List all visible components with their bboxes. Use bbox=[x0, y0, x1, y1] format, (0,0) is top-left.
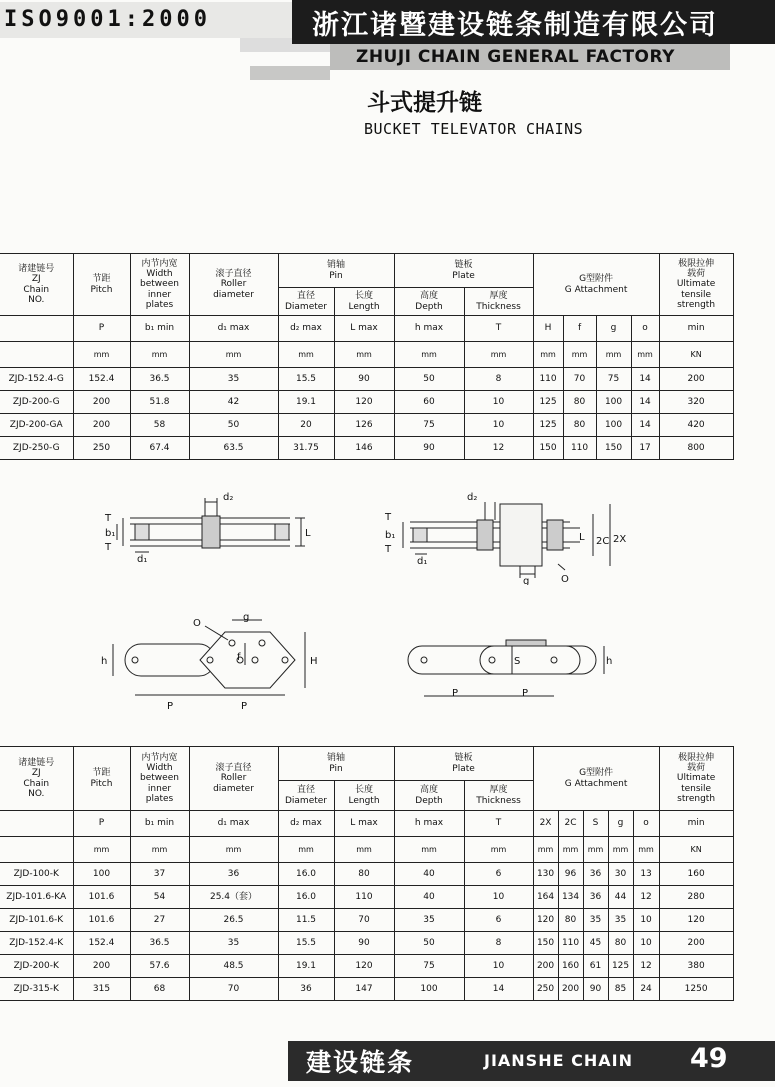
head-pin-dia: 直径 Diameter bbox=[278, 781, 334, 811]
unit-cell: mm bbox=[533, 837, 558, 863]
cell: 320 bbox=[659, 391, 733, 414]
cell: 120 bbox=[659, 909, 733, 932]
table-row bbox=[0, 437, 733, 460]
table-row bbox=[0, 414, 733, 437]
cell: 26.5 bbox=[189, 909, 278, 932]
unit-cell: mm bbox=[73, 342, 130, 368]
table-row bbox=[0, 909, 733, 932]
cell: 35 bbox=[189, 368, 278, 391]
cell: 200 bbox=[659, 932, 733, 955]
cell: ZJD-100-K bbox=[0, 863, 73, 886]
cell: 10 bbox=[464, 955, 533, 978]
cell: 420 bbox=[659, 414, 733, 437]
cell: 61 bbox=[583, 955, 608, 978]
spec-table-k-attachment bbox=[0, 746, 734, 1001]
cell: 146 bbox=[334, 437, 394, 460]
cell: 125 bbox=[533, 414, 563, 437]
unit-cell: mm bbox=[189, 837, 278, 863]
table-row bbox=[0, 863, 733, 886]
label-d2: d₂ bbox=[467, 492, 478, 503]
unit-row bbox=[0, 837, 733, 863]
cell: ZJD-152.4-G bbox=[0, 368, 73, 391]
page-number: 49 bbox=[690, 1043, 728, 1074]
symbol-cell: b₁ min bbox=[130, 811, 189, 837]
cell: 120 bbox=[334, 391, 394, 414]
cell: 150 bbox=[533, 932, 558, 955]
symbol-cell: P bbox=[73, 316, 130, 342]
page-title-cn: 斗式提升链 bbox=[367, 90, 482, 116]
unit-cell: mm bbox=[633, 837, 659, 863]
unit-cell: KN bbox=[659, 837, 733, 863]
symbol-cell: f bbox=[563, 316, 596, 342]
unit-cell: mm bbox=[278, 342, 334, 368]
cell: 90 bbox=[334, 368, 394, 391]
cell: 100 bbox=[596, 414, 631, 437]
cell: 60 bbox=[394, 391, 464, 414]
cell: 80 bbox=[334, 863, 394, 886]
cell: 160 bbox=[558, 955, 583, 978]
cell: 70 bbox=[334, 909, 394, 932]
cell: 8 bbox=[464, 368, 533, 391]
cell: 90 bbox=[394, 437, 464, 460]
cell: 12 bbox=[464, 437, 533, 460]
cell: 36.5 bbox=[130, 368, 189, 391]
page-title-en: BUCKET TELEVATOR CHAINS bbox=[364, 120, 584, 138]
cell: 250 bbox=[533, 978, 558, 1001]
symbol-cell: o bbox=[631, 316, 659, 342]
cell: 200 bbox=[558, 978, 583, 1001]
unit-cell: mm bbox=[130, 342, 189, 368]
cell: 58 bbox=[130, 414, 189, 437]
cell: 27 bbox=[130, 909, 189, 932]
label-g: g bbox=[523, 576, 530, 585]
cell: 36 bbox=[583, 886, 608, 909]
label-t-bottom: T bbox=[105, 542, 112, 553]
head-pitch: 节距 Pitch bbox=[73, 254, 130, 316]
label-l: L bbox=[579, 532, 585, 543]
cell: 101.6 bbox=[73, 886, 130, 909]
cell: 110 bbox=[533, 368, 563, 391]
cell: 80 bbox=[563, 391, 596, 414]
label-h: h bbox=[101, 656, 108, 667]
unit-cell: mm bbox=[596, 342, 631, 368]
unit-cell: mm bbox=[464, 342, 533, 368]
cell: 152.4 bbox=[73, 368, 130, 391]
symbol-cell: b₁ min bbox=[130, 316, 189, 342]
symbol-cell: d₂ max bbox=[278, 811, 334, 837]
company-name-en: ZHUJI CHAIN GENERAL FACTORY bbox=[356, 47, 675, 67]
cell: 14 bbox=[631, 368, 659, 391]
cell: 20 bbox=[278, 414, 334, 437]
cell: 57.6 bbox=[130, 955, 189, 978]
cell: 380 bbox=[659, 955, 733, 978]
cell: 110 bbox=[558, 932, 583, 955]
head-width: 内节内宽 Width between inner plates bbox=[130, 747, 189, 811]
cell: 80 bbox=[608, 932, 633, 955]
cell: 75 bbox=[394, 414, 464, 437]
cell: 35 bbox=[608, 909, 633, 932]
cell: 80 bbox=[558, 909, 583, 932]
label-p-left: P bbox=[167, 701, 174, 712]
table-row bbox=[0, 932, 733, 955]
cell: 14 bbox=[631, 391, 659, 414]
cell: 96 bbox=[558, 863, 583, 886]
unit-cell: mm bbox=[394, 837, 464, 863]
cell: 36 bbox=[278, 978, 334, 1001]
diagram-g-attachment-top-view bbox=[95, 610, 335, 720]
unit-cell: mm bbox=[278, 837, 334, 863]
footer-brand-en: JIANSHE CHAIN bbox=[484, 1051, 633, 1070]
head-width: 内节内宽 Width between inner plates bbox=[130, 254, 189, 316]
table-row bbox=[0, 391, 733, 414]
symbol-cell: min bbox=[659, 811, 733, 837]
table-row bbox=[0, 886, 733, 909]
cell: 19.1 bbox=[278, 391, 334, 414]
label-g: g bbox=[243, 612, 250, 623]
unit-cell: mm bbox=[73, 837, 130, 863]
cell: 100 bbox=[394, 978, 464, 1001]
unit-cell: mm bbox=[608, 837, 633, 863]
cell: 150 bbox=[596, 437, 631, 460]
company-name-cn: 浙江诸暨建设链条制造有限公司 bbox=[312, 10, 718, 41]
cell: 100 bbox=[596, 391, 631, 414]
cell: 35 bbox=[583, 909, 608, 932]
head-attachment: G型附件 G Attachment bbox=[533, 254, 659, 316]
cell: ZJD-152.4-K bbox=[0, 932, 73, 955]
cell: 200 bbox=[73, 414, 130, 437]
cell: 200 bbox=[73, 955, 130, 978]
cell: 125 bbox=[533, 391, 563, 414]
head-pin: 销轴 Pin bbox=[278, 254, 394, 288]
head-plate-depth: 高度 Depth bbox=[394, 781, 464, 811]
symbol-cell: 2C bbox=[558, 811, 583, 837]
cell: 16.0 bbox=[278, 886, 334, 909]
cell: 800 bbox=[659, 437, 733, 460]
head-plate: 链板 Plate bbox=[394, 747, 533, 781]
symbol-cell: H bbox=[533, 316, 563, 342]
label-h: h bbox=[606, 656, 613, 667]
cell: 50 bbox=[394, 368, 464, 391]
head-pin-len: 长度 Length bbox=[334, 781, 394, 811]
cell: 6 bbox=[464, 863, 533, 886]
label-d2: d₂ bbox=[223, 492, 234, 503]
symbol-cell: P bbox=[73, 811, 130, 837]
cell: 48.5 bbox=[189, 955, 278, 978]
symbol-cell: S bbox=[583, 811, 608, 837]
cell: 11.5 bbox=[278, 909, 334, 932]
cell: 36 bbox=[583, 863, 608, 886]
unit-blank bbox=[0, 342, 73, 368]
cell: 17 bbox=[631, 437, 659, 460]
label-b1: b₁ bbox=[385, 530, 396, 541]
cell: 35 bbox=[189, 932, 278, 955]
head-chain-no: 诸建链号 ZJ Chain NO. bbox=[0, 747, 73, 811]
cell: 200 bbox=[533, 955, 558, 978]
footer-brand-cn: 建设链条 bbox=[306, 1048, 415, 1077]
head-plate: 链板 Plate bbox=[394, 254, 533, 288]
cell: 8 bbox=[464, 932, 533, 955]
symbol-cell: T bbox=[464, 811, 533, 837]
cell: 10 bbox=[633, 932, 659, 955]
header-strip-2 bbox=[250, 66, 330, 80]
cell: ZJD-315-K bbox=[0, 978, 73, 1001]
cell: ZJD-200-K bbox=[0, 955, 73, 978]
head-strength: 极限拉伸 载荷 Ultimate tensile strength bbox=[659, 747, 733, 811]
cell: 51.8 bbox=[130, 391, 189, 414]
cell: 31.75 bbox=[278, 437, 334, 460]
label-t-bottom: T bbox=[385, 544, 392, 555]
label-2x: 2X bbox=[613, 534, 627, 545]
label-d1: d₁ bbox=[137, 554, 148, 565]
unit-cell: mm bbox=[558, 837, 583, 863]
symbol-cell: L max bbox=[334, 316, 394, 342]
symbol-cell: d₂ max bbox=[278, 316, 334, 342]
cell: 10 bbox=[633, 909, 659, 932]
cell: 130 bbox=[533, 863, 558, 886]
diagram-g-attachment-side-view bbox=[375, 490, 645, 585]
unit-cell: mm bbox=[563, 342, 596, 368]
unit-cell: mm bbox=[334, 342, 394, 368]
cell: ZJD-200-G bbox=[0, 391, 73, 414]
diagram-k-attachment-top-view bbox=[400, 634, 615, 714]
cell: 35 bbox=[394, 909, 464, 932]
label-l: L bbox=[305, 528, 311, 539]
cell: 90 bbox=[334, 932, 394, 955]
cell: 101.6 bbox=[73, 909, 130, 932]
head-roller: 滚子直径 Roller diameter bbox=[189, 747, 278, 811]
unit-cell: mm bbox=[583, 837, 608, 863]
head-pitch: 节距 Pitch bbox=[73, 747, 130, 811]
head-chain-no-cont bbox=[0, 811, 73, 837]
symbol-cell: h max bbox=[394, 811, 464, 837]
unit-cell: mm bbox=[631, 342, 659, 368]
cell: 110 bbox=[334, 886, 394, 909]
cell: 16.0 bbox=[278, 863, 334, 886]
cell: 30 bbox=[608, 863, 633, 886]
cell: 125 bbox=[608, 955, 633, 978]
cell: 147 bbox=[334, 978, 394, 1001]
label-p-right: P bbox=[522, 688, 529, 699]
cell: 120 bbox=[533, 909, 558, 932]
cell: 50 bbox=[394, 932, 464, 955]
cell: 67.4 bbox=[130, 437, 189, 460]
cell: 126 bbox=[334, 414, 394, 437]
head-attachment: G型附件 G Attachment bbox=[533, 747, 659, 811]
cell: 12 bbox=[633, 955, 659, 978]
cell: 250 bbox=[73, 437, 130, 460]
cell: 37 bbox=[130, 863, 189, 886]
unit-cell: mm bbox=[533, 342, 563, 368]
iso-certification: ISO9001:2000 bbox=[0, 2, 292, 38]
symbol-cell: d₁ max bbox=[189, 811, 278, 837]
cell: 54 bbox=[130, 886, 189, 909]
head-pin-dia: 直径 Diameter bbox=[278, 288, 334, 316]
label-f: f bbox=[237, 652, 241, 663]
symbol-cell: o bbox=[633, 811, 659, 837]
label-o: O bbox=[561, 574, 569, 585]
cell: 280 bbox=[659, 886, 733, 909]
label-big-h: H bbox=[310, 656, 318, 667]
cell: 40 bbox=[394, 886, 464, 909]
unit-cell: mm bbox=[130, 837, 189, 863]
cell: 134 bbox=[558, 886, 583, 909]
cell: 36.5 bbox=[130, 932, 189, 955]
cell: 80 bbox=[563, 414, 596, 437]
table-row bbox=[0, 978, 733, 1001]
cell: 152.4 bbox=[73, 932, 130, 955]
unit-cell: mm bbox=[189, 342, 278, 368]
cell: 36 bbox=[189, 863, 278, 886]
cell: 70 bbox=[563, 368, 596, 391]
cell: 63.5 bbox=[189, 437, 278, 460]
cell: 42 bbox=[189, 391, 278, 414]
cell: 14 bbox=[464, 978, 533, 1001]
label-t-top: T bbox=[385, 512, 392, 523]
cell: 1250 bbox=[659, 978, 733, 1001]
cell: 85 bbox=[608, 978, 633, 1001]
label-p-left: P bbox=[452, 688, 459, 699]
cell: 160 bbox=[659, 863, 733, 886]
label-o: O bbox=[193, 618, 201, 629]
head-pin-len: 长度 Length bbox=[334, 288, 394, 316]
cell: ZJD-101.6-KA bbox=[0, 886, 73, 909]
cell: 15.5 bbox=[278, 932, 334, 955]
symbol-cell: h max bbox=[394, 316, 464, 342]
cell: 44 bbox=[608, 886, 633, 909]
symbol-cell: d₁ max bbox=[189, 316, 278, 342]
cell: 40 bbox=[394, 863, 464, 886]
head-plate-depth: 高度 Depth bbox=[394, 288, 464, 316]
symbol-cell: min bbox=[659, 316, 733, 342]
label-d1: d₁ bbox=[417, 556, 428, 567]
unit-row bbox=[0, 342, 733, 368]
unit-cell: mm bbox=[394, 342, 464, 368]
symbol-cell: g bbox=[608, 811, 633, 837]
cell: 13 bbox=[633, 863, 659, 886]
cell: 75 bbox=[394, 955, 464, 978]
symbol-cell: g bbox=[596, 316, 631, 342]
cell: 10 bbox=[464, 886, 533, 909]
label-t-top: T bbox=[105, 513, 112, 524]
cell: 200 bbox=[659, 368, 733, 391]
cell: 15.5 bbox=[278, 368, 334, 391]
head-roller: 滚子直径 Roller diameter bbox=[189, 254, 278, 316]
cell: 24 bbox=[633, 978, 659, 1001]
head-plate-thick: 厚度 Thickness bbox=[464, 288, 533, 316]
cell: 110 bbox=[563, 437, 596, 460]
cell: 150 bbox=[533, 437, 563, 460]
unit-cell: mm bbox=[464, 837, 533, 863]
spec-table-g-attachment bbox=[0, 253, 734, 460]
head-chain-no: 诸建链号 ZJ Chain NO. bbox=[0, 254, 73, 316]
diagram-chain-side-view bbox=[95, 488, 315, 568]
cell: 68 bbox=[130, 978, 189, 1001]
label-p-right: P bbox=[241, 701, 248, 712]
label-b1: b₁ bbox=[105, 528, 116, 539]
cell: 164 bbox=[533, 886, 558, 909]
head-strength: 极限拉伸 载荷 Ultimate tensile strength bbox=[659, 254, 733, 316]
cell: 19.1 bbox=[278, 955, 334, 978]
cell: 12 bbox=[633, 886, 659, 909]
cell: 100 bbox=[73, 863, 130, 886]
cell: ZJD-101.6-K bbox=[0, 909, 73, 932]
head-pin: 销轴 Pin bbox=[278, 747, 394, 781]
cell: 75 bbox=[596, 368, 631, 391]
unit-blank bbox=[0, 837, 73, 863]
cell: 120 bbox=[334, 955, 394, 978]
head-chain-no-cont bbox=[0, 316, 73, 342]
cell: 10 bbox=[464, 414, 533, 437]
symbol-cell: 2X bbox=[533, 811, 558, 837]
cell: 25.4（套） bbox=[189, 886, 278, 909]
cell: ZJD-250-G bbox=[0, 437, 73, 460]
cell: 200 bbox=[73, 391, 130, 414]
cell: ZJD-200-GA bbox=[0, 414, 73, 437]
unit-cell: KN bbox=[659, 342, 733, 368]
unit-cell: mm bbox=[334, 837, 394, 863]
label-s: S bbox=[514, 656, 521, 667]
cell: 90 bbox=[583, 978, 608, 1001]
symbol-row bbox=[0, 811, 733, 837]
cell: 6 bbox=[464, 909, 533, 932]
cell: 315 bbox=[73, 978, 130, 1001]
label-2c: 2C bbox=[596, 536, 610, 547]
symbol-cell: T bbox=[464, 316, 533, 342]
cell: 50 bbox=[189, 414, 278, 437]
cell: 10 bbox=[464, 391, 533, 414]
table-row bbox=[0, 955, 733, 978]
cell: 45 bbox=[583, 932, 608, 955]
symbol-cell: L max bbox=[334, 811, 394, 837]
cell: 14 bbox=[631, 414, 659, 437]
symbol-row bbox=[0, 316, 733, 342]
table-row bbox=[0, 368, 733, 391]
cell: 70 bbox=[189, 978, 278, 1001]
head-plate-thick: 厚度 Thickness bbox=[464, 781, 533, 811]
